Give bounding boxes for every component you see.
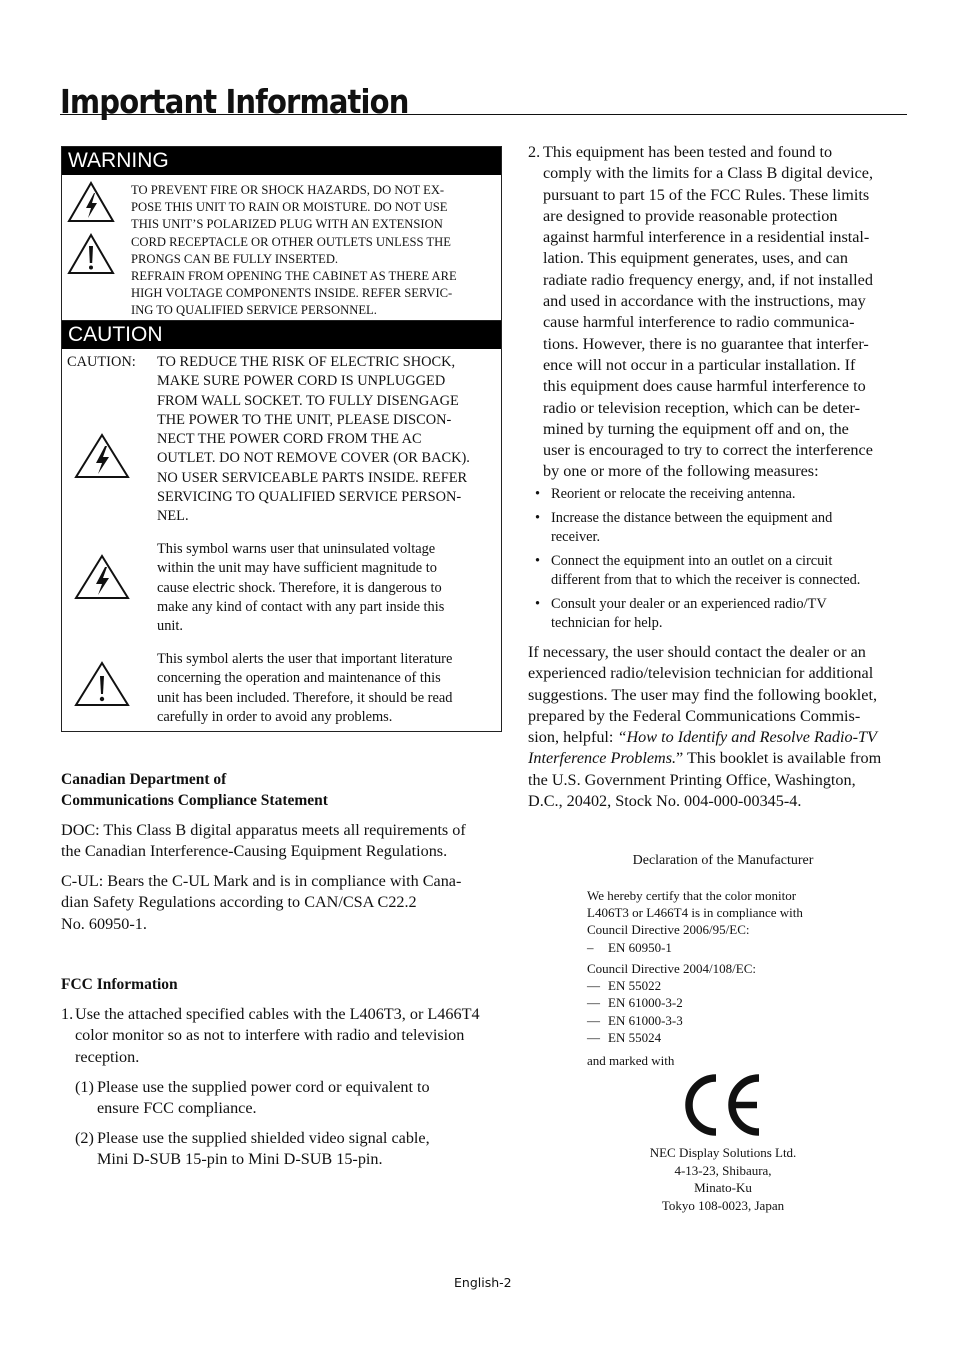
attention-symbol-text: This symbol alerts the user that important literature concerning the operation and maintenance of this unit has been included. Therefore, it should be read carefully in order to avoid any problems. (157, 651, 453, 725)
list-item: • Connect the equipment into an outlet on a circuit different from that to which the receiver is connected. (535, 553, 861, 588)
warning-header: WARNING (62, 147, 501, 175)
exclamation-symbol-icon (74, 661, 130, 707)
caution-header: CAUTION (62, 321, 501, 349)
cul-statement: C-UL: Bears the C-UL Mark and is in compliance with Cana- dian Safety Regulations according to CAN/CSA C22.2 No. 60950-1. (61, 872, 462, 933)
list-item: • Consult your dealer or an experienced radio/TV technician for help. (535, 596, 827, 631)
declaration-intro: We hereby certify that the color monitor L406T3 or L466T4 is in compliance with Council Directive 2006/95/EC: – EN 60950-1 (587, 888, 803, 955)
declaration-title: Declaration of the Manufacturer (632, 853, 814, 868)
caution-box (61, 320, 502, 732)
canada-heading: Canadian Department of Communications Compliance Statement (61, 771, 328, 809)
high-voltage-caution-icon (74, 433, 130, 479)
caution-main-text: TO REDUCE THE RISK OF ELECTRIC SHOCK, MAKE SURE POWER CORD IS UNPLUGGED FROM WALL SOCKET. TO FULLY DISENGAGE THE POWER TO THE UNIT, PLEASE DISCON- NECT THE POWER CORD FROM THE AC OUTLET. DO NOT REMOVE COVER (OR BACK). NO USER SERVICEABLE PARTS INSIDE. REFER SERVICING TO QUALIFIED SERVICE PERSON- NEL. (157, 354, 470, 525)
fcc-item-2: 2. This equipment has been tested and found to comply with the limits for a Class B digital device, pursuant to part 15 of the FCC Rules. These limits are designed to provide reasonable protection against harmful interference in a residential instal- lation. This equipment generates, uses, and can radiate radio frequency energy, and, if not installed and used in accordance with the instructions, may cause harmful interference to radio communica- tions. However, there is no guarantee that interfer- ence will not occur in a particular installation. If this equipment does cause harmful interference to radio or television reception, which can be deter- mined by turning the equipment off and on, the user is encouraged to try to correct the interference by one or more of the following measures: (528, 143, 873, 481)
declaration-directive-2: Council Directive 2004/108/EC: — EN 55022 — EN 61000-3-2 — EN 61000-3-3 — EN 55024 (587, 961, 756, 1045)
warning-box (61, 146, 502, 321)
list-item: • Increase the distance between the equipment and receiver. (535, 510, 833, 545)
ce-mark-icon (683, 1072, 763, 1138)
fcc-sub-item-2: (2) Please use the supplied shielded video signal cable, Mini D-SUB 15-pin to Mini D-SUB 15-pin. (75, 1129, 430, 1169)
fcc-item-1: 1. Use the attached specified cables with the L406T3, or L466T4 color monitor so as not to interfere with radio and television reception. (61, 1005, 480, 1066)
voltage-symbol-text: This symbol warns user that uninsulated voltage within the unit may have sufficient magnitude to cause electric shock. Therefore, it is dangerous to make any kind of contact with any part inside this unit. (157, 541, 445, 635)
manufacturer-address: NEC Display Solutions Ltd. 4-13-23, Shibaura, Minato-Ku Tokyo 108-0023, Japan (649, 1145, 797, 1213)
warning-text: TO PREVENT FIRE OR SHOCK HAZARDS, DO NOT EX- POSE THIS UNIT TO RAIN OR MOISTURE. DO NOT USE THIS UNIT’S POLARIZED PLUG WITH AN EXTENSION CORD RECEPTACLE OR OTHER OUTLETS UNLESS THE PRONGS CAN BE FULLY INSERTED. REFRAIN FROM OPENING THE CABINET AS THERE ARE HIGH VOLTAGE COMPONENTS INSIDE. REFER SERVIC- ING TO QUALIFIED SERVICE PERSONNEL. (131, 183, 457, 318)
page-number: English-2 (454, 1275, 512, 1290)
exclamation-warning-icon (67, 233, 115, 275)
title-rule (60, 114, 907, 115)
page-title: Important Information (60, 82, 409, 121)
doc-statement: DOC: This Class B digital apparatus meets all requirements of the Canadian Interference-Causing Equipment Regulations. (61, 821, 466, 861)
fcc-sub-item-1: (1) Please use the supplied power cord or equivalent to ensure FCC compliance. (75, 1078, 430, 1118)
fcc-heading: FCC Information (61, 976, 178, 993)
marked-with-text: and marked with (587, 1053, 675, 1068)
caution-label: CAUTION: (67, 354, 136, 370)
list-item: • Reorient or relocate the receiving antenna. (535, 486, 796, 502)
high-voltage-warning-icon (67, 181, 115, 223)
high-voltage-symbol-icon (74, 554, 130, 600)
fcc-closing-paragraph: If necessary, the user should contact the dealer or an experienced radio/television technician for additional suggestions. The user may find the following booklet, prepared by the Federal Communications Commis- sion, helpful: “How to Identify and Resolve Radio-TV Interference Problems.” This booklet is available from the U.S. Government Printing Office, Washington, D.C., 20402, Stock No. 004-000-00345-4. (528, 643, 882, 811)
